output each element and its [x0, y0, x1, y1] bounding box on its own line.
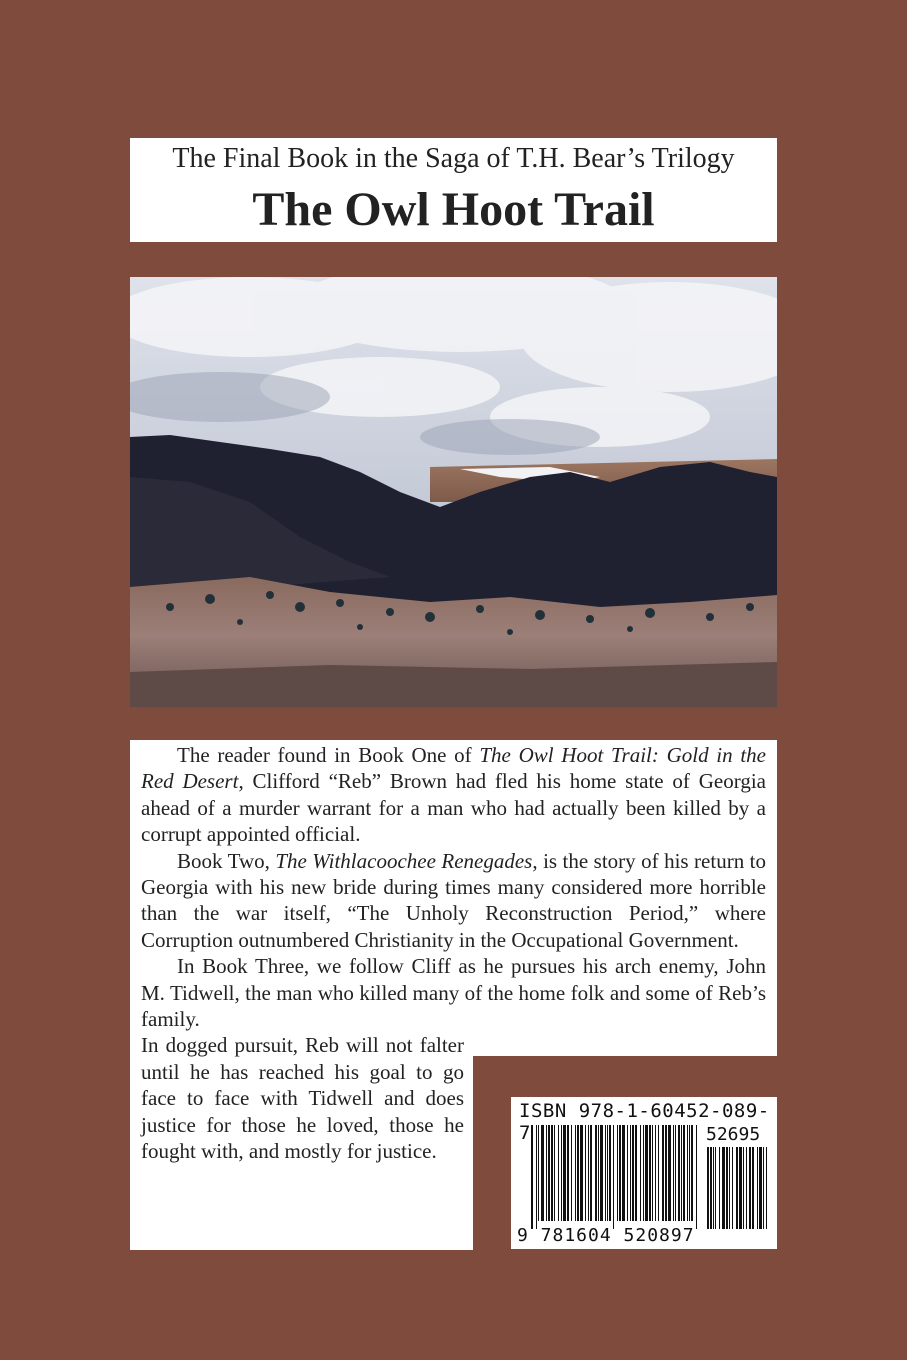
isbn-barcode — [511, 1097, 777, 1249]
book-title: The Owl Hoot Trail — [252, 183, 655, 236]
barcode-addon-number: 52695 — [706, 1124, 761, 1145]
title-panel — [130, 138, 777, 242]
blurb-paragraph-3: In Book Three, we follow Cliff as he pursues his arch enemy, John M. Tidwell, the man who killed many of the home folk and some of Reb’s family. — [141, 954, 766, 1032]
series-line: The Final Book in the Saga of T.H. Bear’s Trilogy — [172, 143, 735, 174]
blurb-paragraph-2: Book Two, The Withlacoochee Renegades, is the story of his return to Georgia with his new bride during times many considered more horrible than the war itself, “The Unholy Reconstruction Period,” where Corruption outnumbered Christianity in the Occupational Government. — [141, 848, 766, 952]
isbn-label: ISBN 978-1-60452-089-7 — [519, 1100, 770, 1144]
blurb-paragraph-1: The reader found in Book One of The Owl Hoot Trail: Gold in the Red Desert, Clifford “Reb” Brown had fled his home state of Georgia ahead of a murder warrant for a man who had actually been killed by a corrupt appointed official. — [141, 743, 766, 847]
mountain-landscape-photo — [130, 277, 777, 707]
barcode-digits: 9 781604 520897 — [517, 1225, 695, 1246]
blurb-paragraph-4: In dogged pursuit, Reb will not falter until he has reached his goal to go face to face with Tidwell and does justice for those he loved, those he fought with, and mostly for justice. — [141, 1033, 464, 1164]
